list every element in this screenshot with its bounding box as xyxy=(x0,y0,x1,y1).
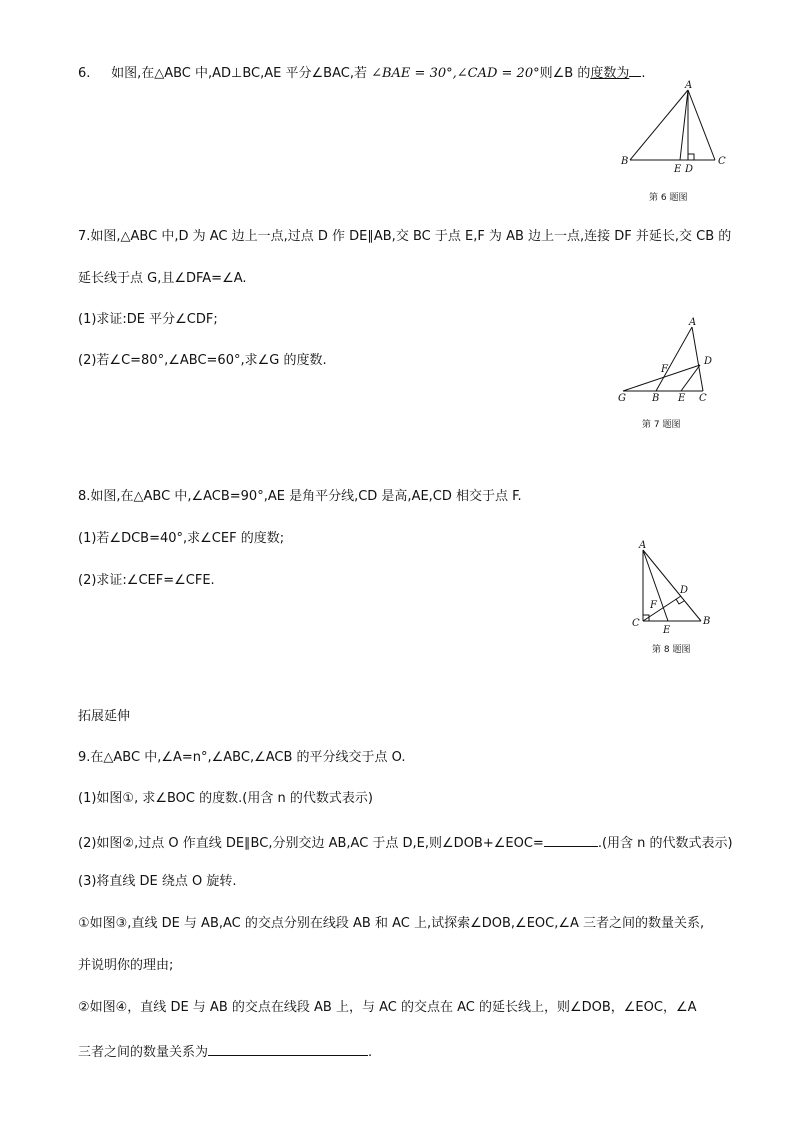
q8-label-e: E xyxy=(663,625,671,636)
q6-end: . xyxy=(641,66,646,81)
q6-label-a: A xyxy=(685,80,693,91)
q9-sub2 xyxy=(78,833,733,852)
q6-label-d: D xyxy=(685,164,694,175)
q6-answer-blank[interactable] xyxy=(629,63,641,77)
q8-label-a: A xyxy=(639,540,647,551)
q6-caption: 第 6 题图 xyxy=(649,193,688,203)
q9-case2-line1: ②如图④，直线 DE 与 AB 的交点在线段 AB 上，与 AC 的交点在 AC 的延长线上，则∠DOB，∠EOC，∠A xyxy=(78,1000,697,1015)
q8-figure xyxy=(628,538,718,638)
q8-sub2: (2)求证:∠CEF=∠CFE. xyxy=(78,573,215,588)
q7-label-e: E xyxy=(678,393,686,404)
q8-label-c: C xyxy=(632,618,640,629)
q6-label-b: B xyxy=(621,156,629,167)
q7-label-c: C xyxy=(699,393,707,404)
q8-label-f: F xyxy=(650,600,657,611)
q8-line1: 8.如图,在△ABC 中,∠ACB=90°,AE 是角平分线,CD 是高,AE,CD 相交于点 F. xyxy=(78,489,522,504)
q6-text xyxy=(78,63,645,82)
q9-line1: 9.在△ABC 中,∠A=n°,∠ABC,∠ACB 的平分线交于点 O. xyxy=(78,750,406,765)
q7-sub1: (1)求证:DE 平分∠CDF; xyxy=(78,312,218,327)
q6-label-c: C xyxy=(718,156,726,167)
q9-case2-text: 三者之间的数量关系为 xyxy=(78,1045,209,1060)
q9-sub2-text: (2)如图②,过点 O 作直线 DE∥BC,分别交边 AB,AC 于点 D,E,则∠DOB+∠EOC= xyxy=(78,836,544,851)
q9-case1-line1: ①如图③,直线 DE 与 AB,AC 的交点分别在线段 AB 和 AC 上,试探索∠DOB,∠EOC,∠A 三者之间的数量关系, xyxy=(78,916,705,931)
q7-figure xyxy=(615,315,725,405)
q9-sub2-tail: .(用含 n 的代数式表示) xyxy=(597,836,733,851)
q6-figure xyxy=(618,82,738,182)
q9-case2-line2 xyxy=(78,1042,372,1061)
q8-label-b: B xyxy=(703,616,711,627)
q7-label-d: D xyxy=(704,356,713,367)
q7-label-g: G xyxy=(618,393,626,404)
q9-sub3: (3)将直线 DE 绕点 O 旋转. xyxy=(78,874,237,889)
q9-case2-answer-blank[interactable] xyxy=(208,1042,368,1056)
q9-case1-line2: 并说明你的理由; xyxy=(78,958,174,973)
q7-label-f: F xyxy=(661,364,668,375)
q7-caption: 第 7 题图 xyxy=(642,420,681,430)
q6-label-e: E xyxy=(674,164,682,175)
section-heading: 拓展延伸 xyxy=(78,709,131,724)
q6-text-b: 则∠B 的 xyxy=(539,66,591,81)
q9-case2-end: . xyxy=(368,1045,373,1060)
q8-caption: 第 8 题图 xyxy=(652,645,691,655)
q7-sub2: (2)若∠C=80°,∠ABC=60°,求∠G 的度数. xyxy=(78,353,327,368)
q7-label-b: B xyxy=(652,393,660,404)
q7-label-a: A xyxy=(689,317,697,328)
q6-number: 6. xyxy=(78,66,91,81)
q6-answer-lead: 度数为 xyxy=(590,66,630,81)
q6-math: ∠BAE = 30°,∠CAD = 20° xyxy=(371,66,540,81)
q8-label-d: D xyxy=(680,585,689,596)
q7-line1: 7.如图,△ABC 中,D 为 AC 边上一点,过点 D 作 DE∥AB,交 BC 于点 E,F 为 AB 边上一点,连接 DF 并延长,交 CB 的 xyxy=(78,229,732,244)
q9-sub1: (1)如图①, 求∠BOC 的度数.(用含 n 的代数式表示) xyxy=(78,791,373,806)
q8-sub1: (1)若∠DCB=40°,求∠CEF 的度数; xyxy=(78,531,285,546)
q6-text-a: 如图,在△ABC 中,AD⊥BC,AE 平分∠BAC,若 xyxy=(111,66,372,81)
q9-sub2-answer-blank[interactable] xyxy=(544,833,598,847)
q7-line2: 延长线于点 G,且∠DFA=∠A. xyxy=(78,271,247,286)
